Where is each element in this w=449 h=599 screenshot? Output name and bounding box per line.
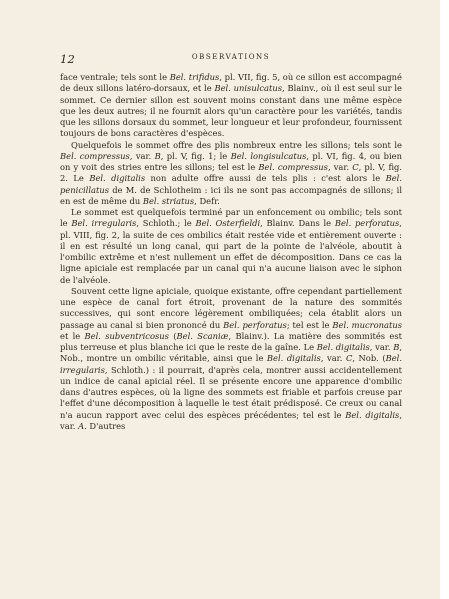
page-header xyxy=(60,52,402,66)
page-number: 12 xyxy=(60,52,76,66)
scan-margin xyxy=(440,0,449,599)
paragraph: Souvent cette ligne apiciale, quoique existante, offre cependant partiellement une espèce de canal fort étroit, provenant de la nature des sommités successives, qui sont encore légèrement ombiliquées; cela établit alors un passage au canal si bien prononcé du Bel. perforatus; tel est le Bel. mucronatus et le Bel. subventricosus (Bel. Scaniæ, Blainv.). La matière des sommités est plus terreuse et plus blanche ici que le reste de la gaîne. Le Bel. digitalis, var. B, Nob., montre un ombilic véritable, ainsi que le Bel. digitalis, var. C, Nob. (Bel. irregularis, Schloth.) : il pourrait, d'après cela, montrer aussi accidentellement un indice de canal apicial réel. Il se présente encore une apparence d'ombilic dans d'autres espèces, où la ligne des sommets est friable et parfois creuse par l'effet d'une décomposition à laquelle le test était prédisposé. Ce creux ou canal n'a aucun rapport avec celui des espèces précédentes; tel est le Bel. digitalis, var. A. D'autres xyxy=(60,285,403,431)
paragraph: Le sommet est quelquefois terminé par un enfoncement ou ombilic; tels sont le Bel. irregularis, Schloth.; le Bel. Osterfieldi, Blainv. Dans le Bel. perforatus, pl. VIII, fig. 2, la suite de ces ombilics était restée vide et entièrement ouverte : il en est résulté un long canal, qui part de la pointe de l'alvéole, aboutit à l'ombilic extrême et n'est nullement un effet de décomposition. Dans ce cas la ligne apiciale est remplacée par un canal qui n'a aucune liaison avec le siphon de l'alvéole. xyxy=(60,207,402,285)
body-text xyxy=(60,72,402,432)
paragraph: Quelquefois le sommet offre des plis nombreux entre les sillons; tels sont le Bel. compressus, var. B, pl. V, fig. 1; le Bel. longisulcatus, pl. VI, fig. 4, ou bien on y voit des stries entre les sillons; tel est le Bel. compressus, var. C, pl. V, fig. 2. Le Bel. digitalis non adulte offre aussi de tels plis : c'est alors le Bel. penicillatus de M. de Schlotheim : ici ils ne sont pas accompagnés de sillons; il en est de même du Bel. striatus, Defr. xyxy=(60,139,402,206)
running-title: OBSERVATIONS xyxy=(191,53,271,61)
paragraph-continued: face ventrale; tels sont le Bel. trifidus, pl. VII, fig. 5, où ce sillon est accompagné de deux sillons latéro-dorsaux, et le Bel. unisulcatus, Blainv., où il est seul sur le sommet. Ce dernier sillon est souvent moins constant dans une même espèce que les deux autres; il ne fournit alors qu'un caractère pour les variétés, tandis que les sillons dorsaux du sommet, leur longueur et leur profondeur, fournissent toujours de bons caractères d'espèces. xyxy=(60,72,402,139)
